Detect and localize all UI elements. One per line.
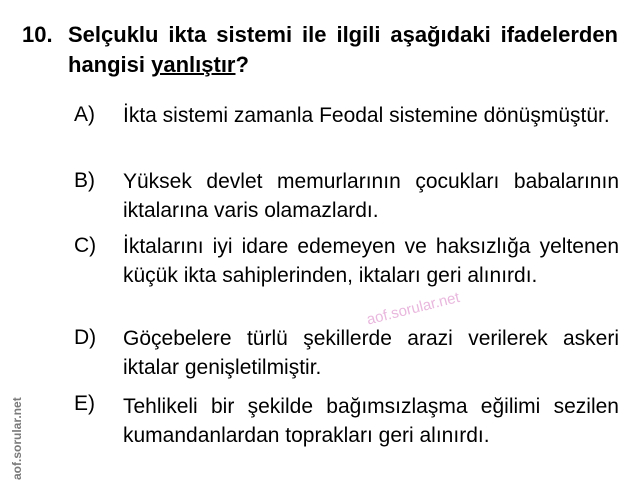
option-d-letter: D) [74,326,97,349]
option-e-letter: E) [74,392,95,415]
option-c-text: İktalarını iyi idare edemeyen ve haksızlığa yeltenen küçük ikta sahiplerinden, iktaları geri alınırdı. [123,235,619,287]
option-b-text: Yüksek devlet memurlarının çocukları babalarının iktalarına varis olamazlardı. [123,170,619,222]
question-number: 10. [22,22,53,47]
option-e-text: Tehlikeli bir şekilde bağımsızlaşma eğilimi sezilen kumandanlardan toprakları geri alınırdı. [123,395,619,447]
question-text [68,20,618,80]
option-c-letter: C) [74,234,97,257]
watermark-side: aof.sorular.net [10,397,24,480]
option-a-letter: A) [74,103,95,126]
option-a-text: İkta sistemi zamanla Feodal sistemine dönüşmüştür. [123,104,610,127]
watermark-center: aof.sorular.net [365,289,462,329]
question-mark: ? [235,52,249,77]
question-text-main: Selçuklu ikta sistemi ile ilgili aşağıdaki ifadelerden hangisi [68,22,618,77]
question-emphasis: yanlıştır [151,52,236,77]
option-b-letter: B) [74,169,95,192]
option-d-text: Göçebelere türlü şekillerde arazi verilerek askeri iktalar genişletilmiştir. [123,327,619,379]
